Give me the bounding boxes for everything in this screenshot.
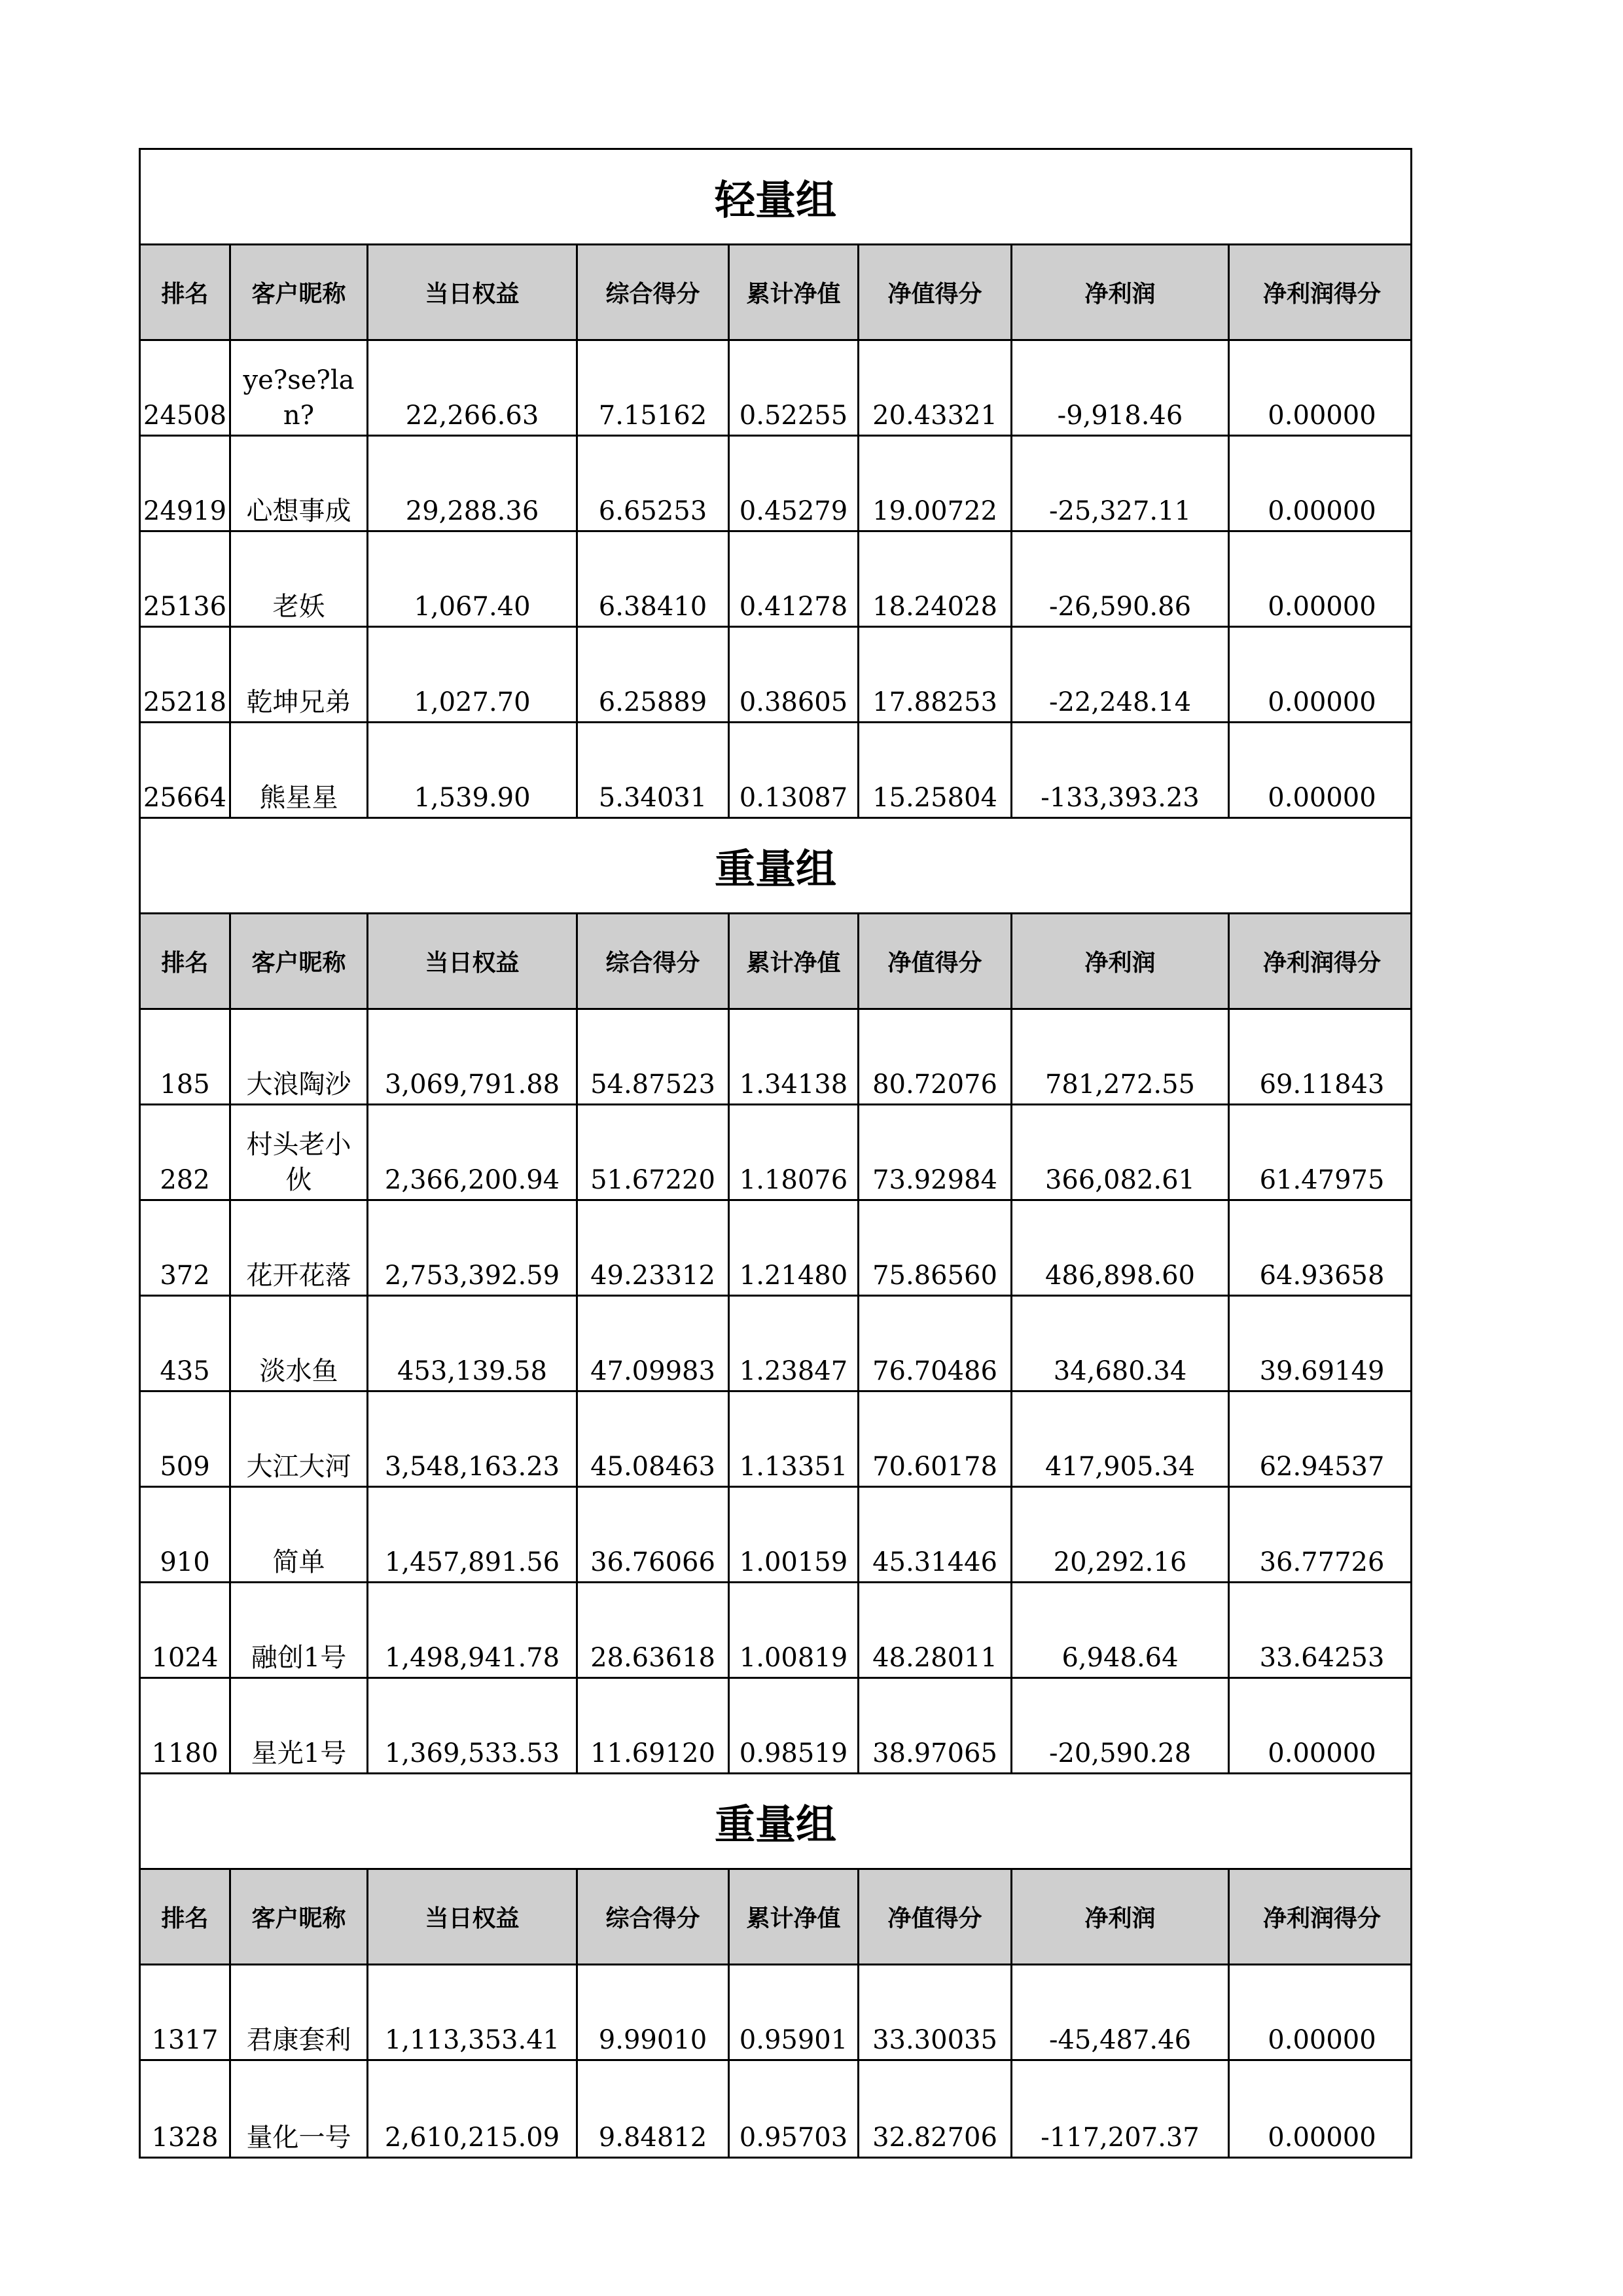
cell-nav-score: 18.24028 xyxy=(859,532,1012,626)
cell-overall-score: 6.65253 xyxy=(578,437,730,530)
table-row xyxy=(141,1488,1410,1583)
column-header-rank: 排名 xyxy=(141,245,231,339)
table-row xyxy=(141,1679,1410,1774)
cell-net-profit: 34,680.34 xyxy=(1012,1297,1230,1390)
cell-net-profit: -26,590.86 xyxy=(1012,532,1230,626)
cell-net-profit: -20,590.28 xyxy=(1012,1679,1230,1772)
table-row xyxy=(141,1583,1410,1679)
table-row xyxy=(141,1392,1410,1488)
cell-net-profit: 781,272.55 xyxy=(1012,1010,1230,1103)
cell-cumulative-nav: 0.41278 xyxy=(730,532,859,626)
cell-cumulative-nav: 1.23847 xyxy=(730,1297,859,1390)
column-header-client-name: 客户昵称 xyxy=(231,1870,368,1964)
cell-rank: 24508 xyxy=(141,341,231,435)
cell-daily-equity: 3,548,163.23 xyxy=(368,1392,578,1486)
cell-net-profit-score: 69.11843 xyxy=(1259,1069,1385,1100)
cell-nav-score: 45.31446 xyxy=(859,1488,1012,1581)
cell-net-profit-score: 36.77726 xyxy=(1259,1547,1385,1577)
cell-nav-score: 48.28011 xyxy=(859,1583,1012,1677)
table-row xyxy=(141,1297,1410,1392)
cell-nav-score: 75.86560 xyxy=(859,1201,1012,1295)
column-header-overall-score: 综合得分 xyxy=(578,245,730,339)
cell-client-name: ye?se?lan? xyxy=(231,341,368,435)
cell-cumulative-nav: 1.00819 xyxy=(730,1583,859,1677)
cell-net-profit-score: 0.00000 xyxy=(1268,401,1376,431)
cell-rank: 25136 xyxy=(141,532,231,626)
table-row xyxy=(141,532,1410,628)
group-title: 轻量组 xyxy=(141,150,1410,245)
cell-daily-equity: 1,369,533.53 xyxy=(368,1679,578,1772)
column-header-net-profit: 净利润 xyxy=(1012,1870,1230,1964)
cell-daily-equity: 1,067.40 xyxy=(368,532,578,626)
cell-net-profit: 6,948.64 xyxy=(1012,1583,1230,1677)
cell-rank: 1180 xyxy=(141,1679,231,1772)
cell-overall-score: 49.23312 xyxy=(578,1201,730,1295)
table-row xyxy=(141,1010,1410,1105)
cell-net-profit-score: 0.00000 xyxy=(1268,2025,1376,2055)
cell-cumulative-nav: 1.34138 xyxy=(730,1010,859,1103)
cell-rank: 372 xyxy=(141,1201,231,1295)
group-title: 重量组 xyxy=(141,1774,1410,1870)
cell-net-profit-score: 39.69149 xyxy=(1259,1356,1385,1386)
cell-rank: 25664 xyxy=(141,723,231,817)
cell-client-name: 星光1号 xyxy=(231,1679,368,1772)
cell-cumulative-nav: 0.38605 xyxy=(730,628,859,721)
cell-overall-score: 47.09983 xyxy=(578,1297,730,1390)
cell-cumulative-nav: 1.21480 xyxy=(730,1201,859,1295)
table-row xyxy=(141,1201,1410,1297)
column-header-nav-score: 净值得分 xyxy=(859,1870,1012,1964)
cell-nav-score: 76.70486 xyxy=(859,1297,1012,1390)
cell-overall-score: 54.87523 xyxy=(578,1010,730,1103)
cell-client-name: 融创1号 xyxy=(231,1583,368,1677)
cell-daily-equity: 1,539.90 xyxy=(368,723,578,817)
group-section xyxy=(141,1774,1410,2157)
table-header-row xyxy=(141,1870,1410,1965)
cell-cumulative-nav: 0.98519 xyxy=(730,1679,859,1772)
cell-daily-equity: 2,753,392.59 xyxy=(368,1201,578,1295)
cell-net-profit-score: 0.00000 xyxy=(1268,496,1376,526)
cell-net-profit-score: 0.00000 xyxy=(1268,592,1376,622)
column-header-nav-score: 净值得分 xyxy=(859,245,1012,339)
table-row xyxy=(141,1965,1410,2061)
column-header-cumulative-nav: 累计净值 xyxy=(730,914,859,1008)
cell-client-name: 淡水鱼 xyxy=(231,1297,368,1390)
table-row xyxy=(141,1105,1410,1201)
cell-nav-score: 32.82706 xyxy=(859,2061,1012,2157)
cell-cumulative-nav: 0.45279 xyxy=(730,437,859,530)
cell-rank: 24919 xyxy=(141,437,231,530)
cell-client-name: 量化一号 xyxy=(231,2061,368,2157)
cell-client-name: 简单 xyxy=(231,1488,368,1581)
cell-client-name: 村头老小伙 xyxy=(231,1105,368,1199)
cell-daily-equity: 2,610,215.09 xyxy=(368,2061,578,2157)
cell-cumulative-nav: 0.95703 xyxy=(730,2061,859,2157)
cell-nav-score: 70.60178 xyxy=(859,1392,1012,1486)
table-row xyxy=(141,723,1410,819)
cell-net-profit: 20,292.16 xyxy=(1012,1488,1230,1581)
cell-nav-score: 15.25804 xyxy=(859,723,1012,817)
table-header-row xyxy=(141,914,1410,1010)
column-header-net-profit-score: 净利润得分 xyxy=(1262,950,1381,977)
column-header-nav-score: 净值得分 xyxy=(859,914,1012,1008)
group-section xyxy=(141,150,1410,819)
table-row xyxy=(141,628,1410,723)
cell-cumulative-nav: 0.95901 xyxy=(730,1965,859,2059)
column-header-cumulative-nav: 累计净值 xyxy=(730,1870,859,1964)
group-title: 重量组 xyxy=(141,819,1410,914)
table-row xyxy=(141,341,1410,437)
cell-daily-equity: 3,069,791.88 xyxy=(368,1010,578,1103)
cell-net-profit: -22,248.14 xyxy=(1012,628,1230,721)
cell-overall-score: 7.15162 xyxy=(578,341,730,435)
cell-overall-score: 51.67220 xyxy=(578,1105,730,1199)
column-header-daily-equity: 当日权益 xyxy=(368,914,578,1008)
cell-net-profit: -9,918.46 xyxy=(1012,341,1230,435)
cell-client-name: 心想事成 xyxy=(231,437,368,530)
column-header-rank: 排名 xyxy=(141,1870,231,1964)
cell-daily-equity: 453,139.58 xyxy=(368,1297,578,1390)
cell-net-profit: 417,905.34 xyxy=(1012,1392,1230,1486)
cell-client-name: 熊星星 xyxy=(231,723,368,817)
cell-rank: 910 xyxy=(141,1488,231,1581)
cell-net-profit: -25,327.11 xyxy=(1012,437,1230,530)
cell-net-profit-score: 64.93658 xyxy=(1259,1261,1385,1291)
cell-net-profit-score: 0.00000 xyxy=(1268,2123,1376,2153)
cell-rank: 509 xyxy=(141,1392,231,1486)
cell-rank: 185 xyxy=(141,1010,231,1103)
cell-net-profit-score: 33.64253 xyxy=(1259,1643,1385,1673)
column-header-net-profit-score: 净利润得分 xyxy=(1262,281,1381,308)
column-header-overall-score: 综合得分 xyxy=(578,914,730,1008)
cell-net-profit: -45,487.46 xyxy=(1012,1965,1230,2059)
cell-nav-score: 73.92984 xyxy=(859,1105,1012,1199)
table-header-row xyxy=(141,245,1410,341)
cell-rank: 435 xyxy=(141,1297,231,1390)
cell-client-name: 君康套利 xyxy=(231,1965,368,2059)
cell-net-profit-score: 61.47975 xyxy=(1259,1165,1385,1195)
column-header-daily-equity: 当日权益 xyxy=(368,245,578,339)
cell-net-profit: -117,207.37 xyxy=(1012,2061,1230,2157)
cell-overall-score: 9.99010 xyxy=(578,1965,730,2059)
column-header-net-profit-score: 净利润得分 xyxy=(1262,1905,1381,1932)
cell-daily-equity: 1,498,941.78 xyxy=(368,1583,578,1677)
cell-overall-score: 28.63618 xyxy=(578,1583,730,1677)
cell-cumulative-nav: 1.00159 xyxy=(730,1488,859,1581)
cell-nav-score: 80.72076 xyxy=(859,1010,1012,1103)
cell-net-profit: 366,082.61 xyxy=(1012,1105,1230,1199)
column-header-net-profit: 净利润 xyxy=(1012,245,1230,339)
cell-cumulative-nav: 1.13351 xyxy=(730,1392,859,1486)
results-sheet xyxy=(139,148,1412,2159)
cell-nav-score: 19.00722 xyxy=(859,437,1012,530)
cell-rank: 1328 xyxy=(141,2061,231,2157)
cell-overall-score: 36.76066 xyxy=(578,1488,730,1581)
cell-rank: 1024 xyxy=(141,1583,231,1677)
cell-client-name: 老妖 xyxy=(231,532,368,626)
cell-nav-score: 17.88253 xyxy=(859,628,1012,721)
column-header-overall-score: 综合得分 xyxy=(578,1870,730,1964)
cell-daily-equity: 29,288.36 xyxy=(368,437,578,530)
column-header-daily-equity: 当日权益 xyxy=(368,1870,578,1964)
table-row xyxy=(141,437,1410,532)
cell-client-name: 大浪陶沙 xyxy=(231,1010,368,1103)
cell-overall-score: 9.84812 xyxy=(578,2061,730,2157)
cell-overall-score: 45.08463 xyxy=(578,1392,730,1486)
cell-overall-score: 6.38410 xyxy=(578,532,730,626)
cell-client-name: 花开花落 xyxy=(231,1201,368,1295)
column-header-rank: 排名 xyxy=(141,914,231,1008)
cell-cumulative-nav: 0.52255 xyxy=(730,341,859,435)
cell-nav-score: 33.30035 xyxy=(859,1965,1012,2059)
cell-net-profit: -133,393.23 xyxy=(1012,723,1230,817)
cell-nav-score: 38.97065 xyxy=(859,1679,1012,1772)
column-header-client-name: 客户昵称 xyxy=(231,914,368,1008)
cell-net-profit-score: 62.94537 xyxy=(1259,1452,1385,1482)
cell-overall-score: 11.69120 xyxy=(578,1679,730,1772)
cell-daily-equity: 22,266.63 xyxy=(368,341,578,435)
cell-rank: 1317 xyxy=(141,1965,231,2059)
cell-overall-score: 6.25889 xyxy=(578,628,730,721)
cell-rank: 282 xyxy=(141,1105,231,1199)
cell-daily-equity: 1,113,353.41 xyxy=(368,1965,578,2059)
cell-nav-score: 20.43321 xyxy=(859,341,1012,435)
group-section xyxy=(141,819,1410,1774)
column-header-cumulative-nav: 累计净值 xyxy=(730,245,859,339)
cell-overall-score: 5.34031 xyxy=(578,723,730,817)
column-header-client-name: 客户昵称 xyxy=(231,245,368,339)
cell-rank: 25218 xyxy=(141,628,231,721)
cell-daily-equity: 1,027.70 xyxy=(368,628,578,721)
cell-client-name: 大江大河 xyxy=(231,1392,368,1486)
cell-net-profit-score: 0.00000 xyxy=(1268,687,1376,717)
cell-daily-equity: 2,366,200.94 xyxy=(368,1105,578,1199)
cell-net-profit-score: 0.00000 xyxy=(1268,783,1376,813)
cell-daily-equity: 1,457,891.56 xyxy=(368,1488,578,1581)
cell-cumulative-nav: 0.13087 xyxy=(730,723,859,817)
column-header-net-profit: 净利润 xyxy=(1012,914,1230,1008)
table-row xyxy=(141,2061,1410,2157)
cell-net-profit-score: 0.00000 xyxy=(1268,1738,1376,1768)
cell-net-profit: 486,898.60 xyxy=(1012,1201,1230,1295)
cell-client-name: 乾坤兄弟 xyxy=(231,628,368,721)
cell-cumulative-nav: 1.18076 xyxy=(730,1105,859,1199)
